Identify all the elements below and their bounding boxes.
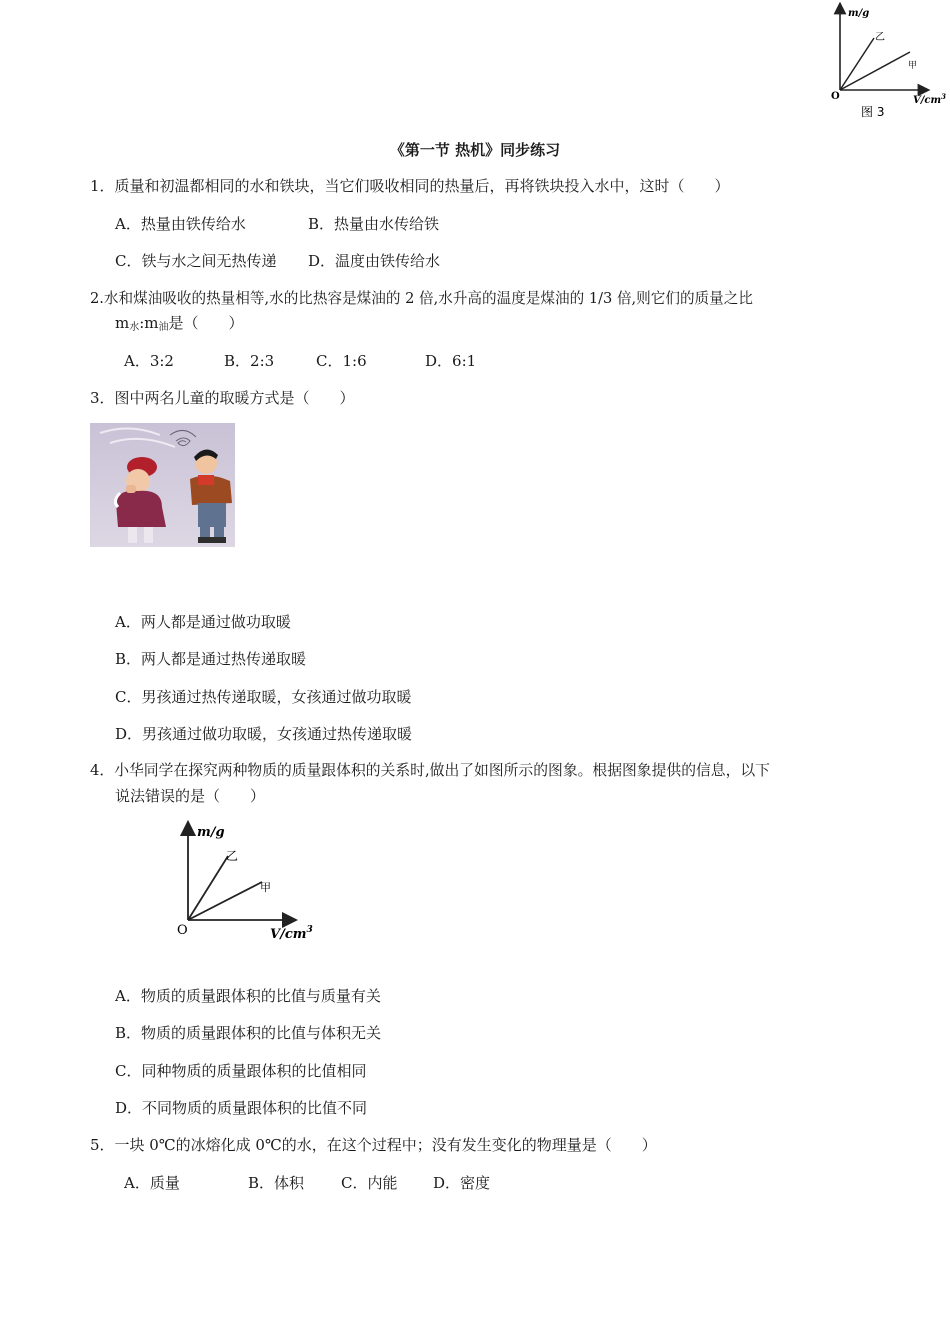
q5-option-a: A．质量 xyxy=(124,1174,180,1192)
top-figure-line-yi-label: 乙 xyxy=(875,32,885,43)
q3-option-b: B．两人都是通过热传递取暖 xyxy=(115,650,307,668)
q3-option-a: A．两人都是通过做功取暖 xyxy=(115,613,291,631)
children-illustration xyxy=(90,423,235,547)
page-title: 《第一节 热机》同步练习 xyxy=(389,141,561,159)
q4-option-d: D．不同物质的质量跟体积的比值不同 xyxy=(115,1099,368,1117)
q1-option-a: A．热量由铁传给水 xyxy=(115,215,246,233)
top-figure-origin: O xyxy=(831,91,840,102)
q5-stem: 5．一块 0℃的冰熔化成 0℃的水，在这个过程中；没有发生变化的物理量是（ ） xyxy=(90,1136,657,1154)
q4-figure-x-label: $V/cm^3$ xyxy=(270,925,313,942)
q2-option-d: D．6:1 xyxy=(425,352,477,370)
q5-option-d: D．密度 xyxy=(433,1174,491,1192)
q4-stem-line1: 4．小华同学在探究两种物质的质量跟体积的关系时,做出了如图所示的图象。根据图象提供的信息，以下 xyxy=(90,762,770,779)
q1-option-d: D．温度由铁传给水 xyxy=(308,252,441,270)
top-figure-x-label: $V/cm^3$ xyxy=(913,92,946,106)
q4-figure-line-yi-label: 乙 xyxy=(226,849,239,863)
q3-option-d: D．男孩通过做功取暖，女孩通过热传递取暖 xyxy=(115,725,413,743)
q4-figure-origin: O xyxy=(177,923,188,938)
q2-stem-line2: $m_水:m_油$是（ ） xyxy=(115,314,244,333)
q3-option-c: C．男孩通过热传递取暖，女孩通过做功取暖 xyxy=(115,688,412,706)
top-figure-y-label: m/g xyxy=(848,8,870,19)
q2-option-c: C．1:6 xyxy=(316,352,367,370)
q5-option-b: B．体积 xyxy=(248,1174,305,1192)
q4-option-a: A．物质的质量跟体积的比值与质量有关 xyxy=(115,987,381,1005)
top-figure-line-jia xyxy=(840,52,910,90)
q4-figure xyxy=(170,820,320,942)
top-figure-line-yi xyxy=(840,38,874,90)
top-figure xyxy=(826,2,948,120)
q4-option-b: B．物质的质量跟体积的比值与体积无关 xyxy=(115,1024,382,1042)
q5-option-c: C．内能 xyxy=(341,1174,398,1192)
top-figure-line-jia-label: 甲 xyxy=(908,61,918,71)
q2-stem-line1: 2.水和煤油吸收的热量相等,水的比热容是煤油的 2 倍,水升高的温度是煤油的 1/3 倍,则它们的质量之比 xyxy=(90,290,753,307)
q1-stem: 1．质量和初温都相同的水和铁块，当它们吸收相同的热量后，再将铁块投入水中，这时（ ） xyxy=(90,177,730,195)
q4-figure-line-jia-label: 甲 xyxy=(260,881,271,894)
q3-stem: 3．图中两名儿童的取暖方式是（ ） xyxy=(90,389,355,407)
q4-option-c: C．同种物质的质量跟体积的比值相同 xyxy=(115,1062,367,1080)
q4-stem-line2: 说法错误的是（ ） xyxy=(115,787,266,805)
q1-option-c: C．铁与水之间无热传递 xyxy=(115,252,277,270)
q2-option-a: A．3:2 xyxy=(124,352,174,370)
q1-option-b: B．热量由水传给铁 xyxy=(308,215,440,233)
top-figure-caption: 图 3 xyxy=(861,105,885,119)
q2-option-b: B．2:3 xyxy=(224,352,275,370)
q4-figure-y-label: m/g xyxy=(197,825,225,840)
